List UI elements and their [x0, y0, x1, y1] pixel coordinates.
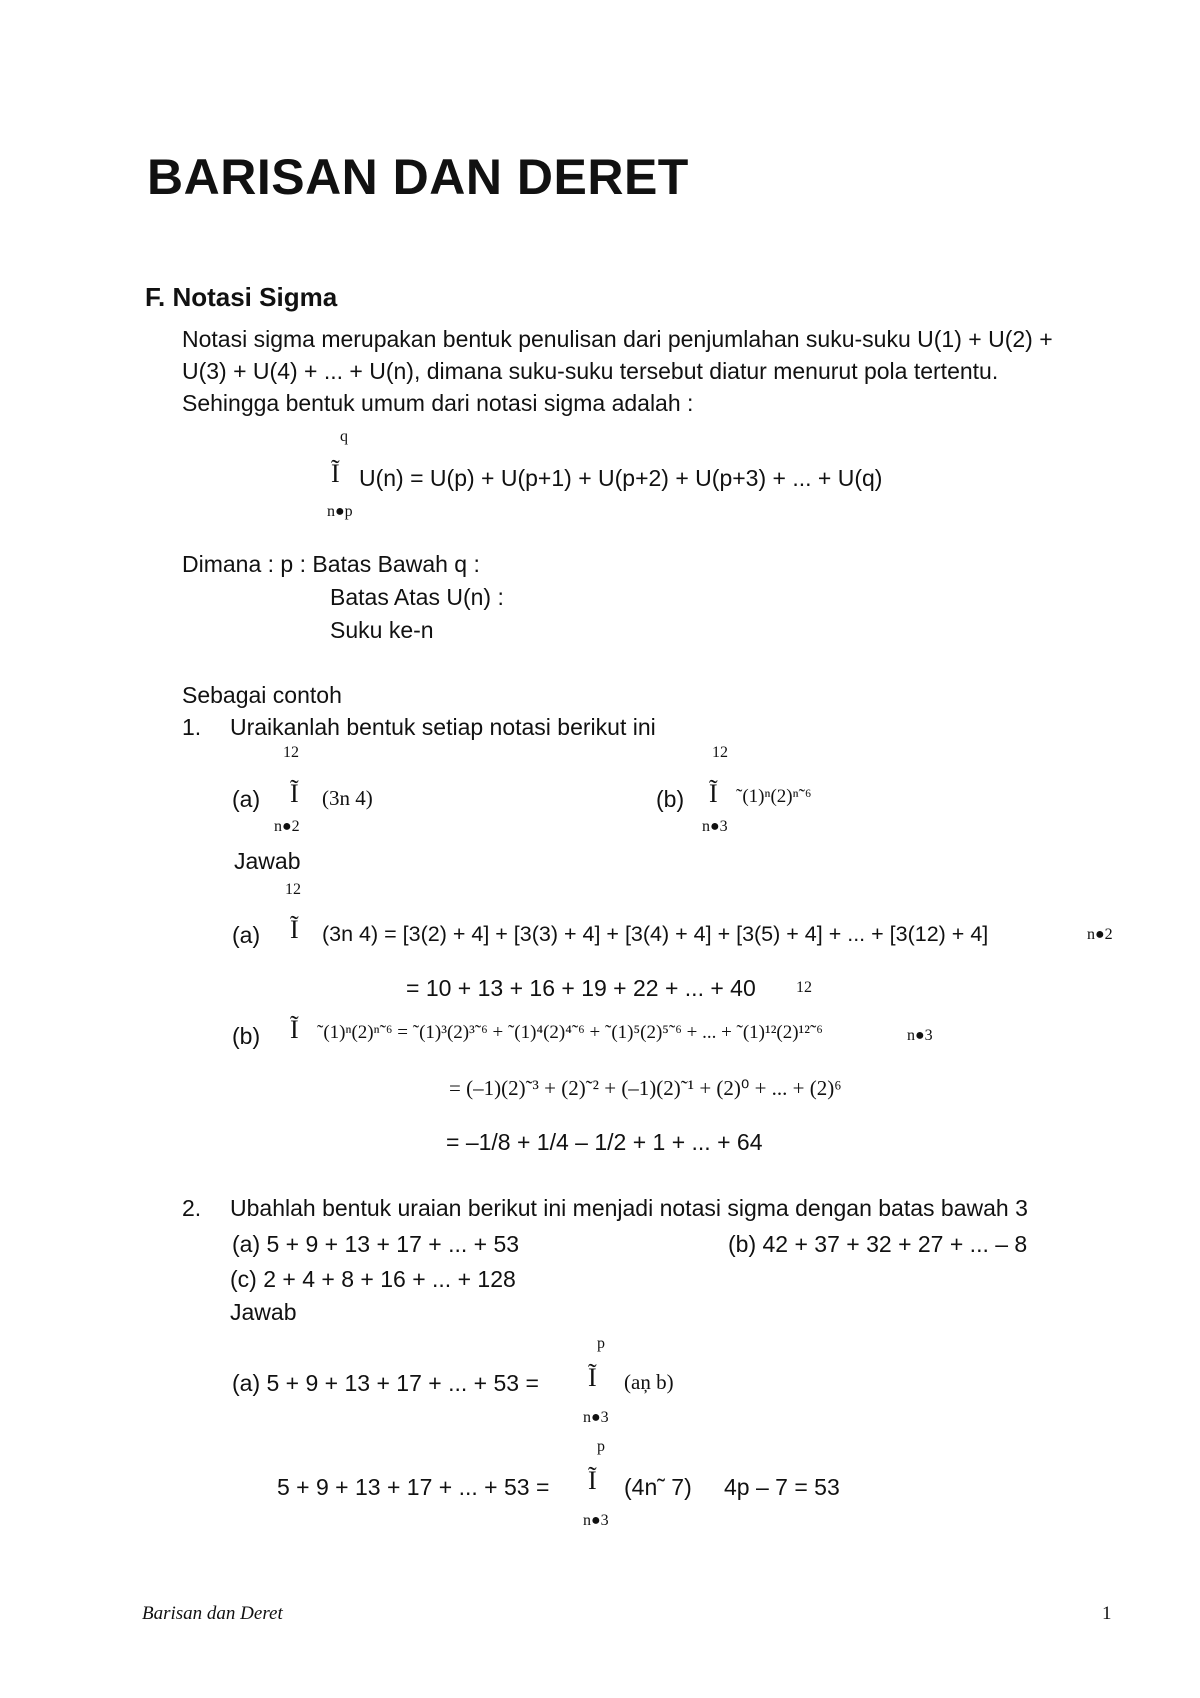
page-number: 1 [1102, 1603, 1112, 1624]
q2-ans-a2-lower-limit: n●3 [583, 1512, 609, 1529]
q2-ans-a2-right: 4p – 7 = 53 [724, 1474, 840, 1500]
ans-b-lower-limit: n●3 [907, 1027, 933, 1044]
ans-b-step-2: = –1/8 + 1/4 – 1/2 + 1 + ... + 64 [446, 1129, 763, 1155]
ans-a-result-subscript: 12 [796, 979, 812, 996]
q2-answer-label: Jawab [230, 1299, 297, 1325]
q2-item-a: (a) 5 + 9 + 13 + 17 + ... + 53 [232, 1231, 520, 1257]
q1a-sigma-symbol: Ĩ [290, 779, 299, 808]
ans-a-result: = 10 + 13 + 16 + 19 + 22 + ... + 40 [406, 975, 756, 1001]
q1-text: Uraikanlah bentuk setiap notasi berikut ini [230, 714, 656, 740]
sigma-symbol: Ĩ [331, 459, 340, 488]
ans-a-label: (a) [232, 922, 261, 948]
q1-number: 1. [182, 714, 202, 740]
q2-ans-a-expression: (aņ b) [624, 1370, 674, 1394]
example-intro: Sebagai contoh [182, 682, 342, 708]
q1a-label: (a) [232, 786, 261, 812]
q2-ans-a2-left: 5 + 9 + 13 + 17 + ... + 53 = [277, 1474, 550, 1500]
q2-ans-a2-sigma-symbol: Ĩ [588, 1466, 597, 1495]
q1a-lower-limit: n●2 [274, 818, 300, 835]
q2-item-c: (c) 2 + 4 + 8 + 16 + ... + 128 [230, 1266, 516, 1292]
ans-b-label: (b) [232, 1023, 261, 1049]
ans-b-expression: ˜(1)ⁿ(2)ⁿ˜⁶ = ˜(1)³(2)³˜⁶ + ˜(1)⁴(2)⁴˜⁶ + ˜(1)⁵(2)⁵˜⁶ + ... + ˜(1)¹²(2)¹²˜⁶ [317, 1022, 823, 1043]
general-form-expression: U(n) = U(p) + U(p+1) + U(p+2) + U(p+3) + ... + U(q) [359, 465, 883, 491]
q2-number: 2. [182, 1195, 202, 1221]
q1b-expression: ˜(1)ⁿ(2)ⁿ˜⁶ [736, 786, 812, 807]
ans-a-upper-limit: 12 [285, 881, 301, 898]
q2-ans-a-lower-limit: n●3 [583, 1409, 609, 1426]
q1-answer-label: Jawab [234, 848, 301, 874]
q1b-upper-limit: 12 [712, 744, 728, 761]
section-heading: F. Notasi Sigma [145, 282, 338, 312]
q2-ans-a-upper-limit: p [597, 1335, 605, 1352]
q2-ans-a2-expression: (4n˜ 7) [624, 1474, 692, 1500]
q2-ans-a-sigma-symbol: Ĩ [588, 1363, 597, 1392]
q2-ans-a2-upper-limit: p [597, 1438, 605, 1455]
ans-b-step-1: = (–1)(2)˜³ + (2)˜² + (–1)(2)˜¹ + (2)⁰ + ... + (2)⁶ [449, 1076, 842, 1100]
definition-line-3: Suku ke-n [330, 617, 434, 643]
ans-b-sigma-symbol: Ĩ [290, 1015, 299, 1044]
definition-line-1: Dimana : p : Batas Bawah q : [182, 551, 480, 577]
q1b-lower-limit: n●3 [702, 818, 728, 835]
intro-line-2: U(3) + U(4) + ... + U(n), dimana suku-suku tersebut diatur menurut pola tertentu. [182, 358, 999, 384]
q1a-upper-limit: 12 [283, 744, 299, 761]
q2-text: Ubahlah bentuk uraian berikut ini menjadi notasi sigma dengan batas bawah 3 [230, 1195, 1028, 1221]
intro-line-1: Notasi sigma merupakan bentuk penulisan dari penjumlahan suku-suku U(1) + U(2) + [182, 326, 1053, 352]
q2-item-b: (b) 42 + 37 + 32 + 27 + ... – 8 [728, 1231, 1028, 1257]
q1b-label: (b) [656, 786, 685, 812]
sigma-upper-limit: q [340, 428, 348, 445]
ans-a-expression: (3n 4) = [3(2) + 4] + [3(3) + 4] + [3(4) + 4] + [3(5) + 4] + ... + [3(12) + 4] [322, 922, 989, 946]
ans-a-lower-limit: n●2 [1087, 926, 1113, 943]
q1b-sigma-symbol: Ĩ [709, 779, 718, 808]
definition-line-2: Batas Atas U(n) : [330, 584, 504, 610]
page-title: BARISAN DAN DERET [147, 149, 689, 205]
intro-line-3: Sehingga bentuk umum dari notasi sigma adalah : [182, 390, 694, 416]
q2-ans-a-left: (a) 5 + 9 + 13 + 17 + ... + 53 = [232, 1370, 539, 1396]
q1a-expression: (3n 4) [322, 786, 373, 810]
sigma-lower-limit: n●p [327, 503, 353, 520]
footer-title: Barisan dan Deret [142, 1603, 283, 1624]
ans-a-sigma-symbol: Ĩ [290, 915, 299, 944]
